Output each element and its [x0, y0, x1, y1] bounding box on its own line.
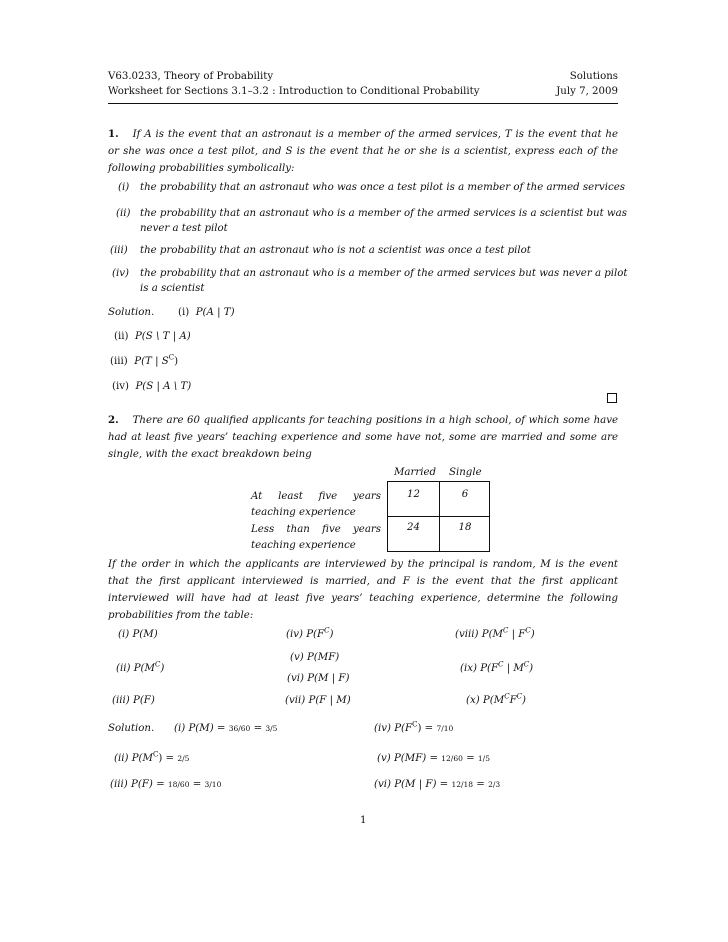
qed-square-icon [607, 393, 617, 403]
p1-item-1-text: the probability that an astronaut who was once a test pilot is a member of the armed services [140, 182, 625, 193]
p1-answer-4: (iv) P(S | A \ T) [112, 381, 192, 392]
p2-question-8: (viii) $P(M^C$ | $F^C$) [455, 626, 535, 640]
page-number: 1 [360, 815, 367, 826]
p2-question-1: (i) P(M) [118, 629, 158, 640]
table-cell-r2-married: 24 [407, 522, 420, 533]
table-row-label-2: Less than five years teaching experience [251, 524, 381, 551]
p1-answer-3: (iii) P(T | $S^C$) [110, 353, 179, 367]
p2-question-7: (vii) P(F | M) [285, 695, 351, 706]
p1-item-1-label: (i) [118, 182, 130, 193]
worksheet-title: Worksheet for Sections 3.1–3.2 : Introduction to Conditional Probability [108, 86, 480, 97]
problem-2-number: 2. [108, 414, 119, 426]
p2-question-2: (ii) $P(M^C)$ [116, 660, 165, 674]
p2-question-10: (x) $P(M^CF^C)$ [466, 692, 526, 706]
doc-kind: Solutions [569, 71, 618, 82]
p1-solution-label: Solution. [108, 307, 155, 318]
table-col-header-married: Married [394, 467, 437, 478]
p1-item-2-text: the probability that an astronaut who is a member of the armed services is a scientist but was [140, 208, 627, 219]
p2-answer-2: (ii) $P(M^C) = 2/5$ [114, 750, 190, 764]
p1-item-4-text: the probability that an astronaut who is a member of the armed services but was never a pilot [140, 268, 628, 279]
p2-question-9: (ix) $P(F^C$ | $M^C$) [460, 660, 534, 674]
problem-1-statement [108, 126, 618, 177]
p2-answer-3: (iii) P(F) = 18/60 = 3/10 [110, 779, 222, 790]
p1-answer-1: (i) P(A | T) [178, 307, 235, 318]
problem-1-text: If A is the event that an astronaut is a member of the armed services, T is the event that he or she was once a test pilot, and S is the event that he or she is a scientist, express each of the following probabilities symbolically: [108, 129, 618, 174]
p2-answer-1: (i) P(M) = 36/60 = 3/5 [174, 723, 278, 734]
p1-item-3-label: (iii) [110, 245, 128, 256]
problem-2-statement-2: If the order in which the applicants are interviewed by the principal is random, M is the event that the first applicant interviewed is married, and F is the event that the first applicant interviewed will have had at least five years’ teaching experience, determine the following probabilities from the table: [108, 559, 618, 621]
p1-item-4-label: (iv) [112, 268, 129, 279]
p1-item-4-text-cont: is a scientist [140, 283, 205, 294]
p2-solution-label: Solution. [108, 723, 155, 734]
p1-answer-2: (ii) P(S \ T | A) [114, 331, 191, 342]
table-col-header-single: Single [449, 467, 482, 478]
table-divider-horizontal [387, 516, 490, 517]
table-cell-r1-single: 6 [461, 489, 469, 500]
course-title: V63.0233, Theory of Probability [108, 71, 274, 82]
doc-date: July 7, 2009 [556, 86, 618, 97]
table-cell-r1-married: 12 [407, 489, 420, 500]
p2-answer-6: (vi) P(M | F) = 12/18 = 2/3 [374, 779, 501, 790]
table-row-label-1: At least five years teaching experience [251, 491, 381, 518]
p2-answer-4: (iv) $P(F^C) = 7/10$ [374, 720, 454, 734]
p2-answer-5: (v) P(MF) = 12/60 = 1/5 [377, 753, 490, 764]
p2-question-6: (vi) P(M | F) [287, 673, 350, 684]
problem-2-text: There are 60 qualified applicants for teaching positions in a high school, of which some have had at least five years’ teaching experience and some have not, some are married and some are single, with the exact breakdown being [108, 415, 618, 460]
problem-2-statement [108, 412, 618, 463]
p2-question-4: (iv) $P(F^C)$ [286, 626, 334, 640]
p1-item-2-label: (ii) [116, 208, 131, 219]
p2-question-5: (v) P(MF) [290, 652, 340, 663]
header-rule [108, 103, 618, 104]
p1-item-3-text: the probability that an astronaut who is not a scientist was once a test pilot [140, 245, 531, 256]
table-cell-r2-single: 18 [458, 522, 472, 533]
p1-item-2-text-cont: never a test pilot [140, 223, 228, 234]
p2-question-3: (iii) P(F) [112, 695, 155, 706]
problem-1-number: 1. [108, 128, 119, 140]
